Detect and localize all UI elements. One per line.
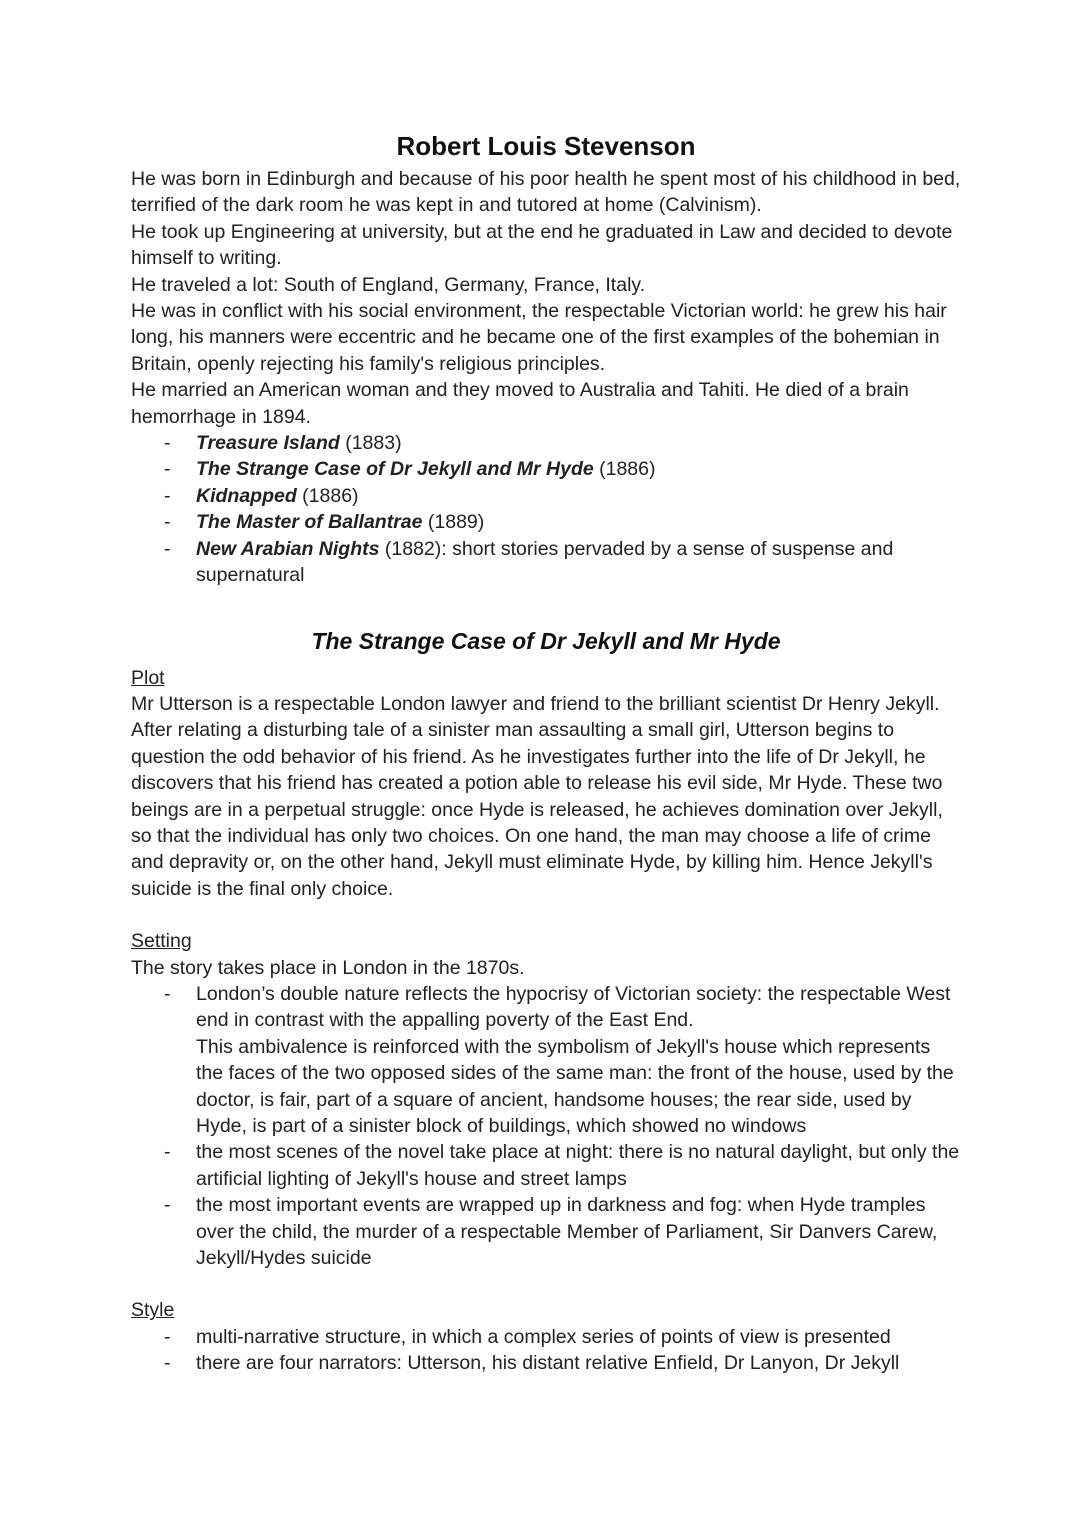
work-title: The Strange Case of Dr Jekyll and Mr Hyde [196,458,594,481]
author-biography [131,166,961,430]
work-title: The Master of Ballantrae [196,511,423,534]
bio-paragraph: He took up Engineering at university, but at the end he graduated in Law and decided to devote himself to writing. [131,220,953,270]
work-detail: (1889) [422,511,485,534]
work-item [131,456,961,482]
style-list [131,1324,961,1377]
plot-label: Plot [131,666,165,689]
work-item [131,483,961,509]
setting-item-text: - London’s double nature reflects the hypocrisy of Victorian society: the respectable West end in contrast with the appalling poverty of the East End. [196,982,951,1032]
setting-item-extra: This ambivalence is reinforced with the symbolism of Jekyll's house which represents the faces of the two opposed sides of the same man: the front of the house, used by the doctor, is fair, part of a square of ancient, handsome houses; the rear side, used by Hyde, is part of a sinister block of buildings, which showed no windows [196,1035,954,1137]
setting-item [131,1139,961,1192]
work-title: Kidnapped [196,484,297,507]
style-item: - multi-narrative structure, in which a complex series of points of view is presented [131,1324,961,1350]
novel-heading: The Strange Case of Dr Jekyll and Mr Hyde [311,627,781,654]
work-detail: (1883) [339,432,402,455]
work-detail: (1886) [593,458,656,481]
work-item [131,509,961,535]
setting-list [131,981,961,1271]
work-item [131,430,961,456]
setting-label: Setting [131,930,192,953]
setting-item-text: - the most scenes of the novel take place at night: there is no natural daylight, but only the artificial lighting of Jekyll's house and street lamps [196,1141,960,1190]
works-list [131,430,961,588]
work-detail: (1886) [296,484,359,507]
bio-paragraph: He was born in Edinburgh and because of his poor health he spent most of his childhood in bed, terrified of the dark room he was kept in and tutored at home (Calvinism). [131,168,961,217]
bio-paragraph: He married an American woman and they moved to Australia and Tahiti. He died of a brain hemorrhage in 1894. [131,379,909,428]
setting-section [131,928,961,1271]
work-title: New Arabian Nights [196,537,380,560]
work-title: Treasure Island [196,432,340,455]
author-heading: Robert Louis Stevenson [396,131,696,161]
document-page [131,128,961,1377]
style-section [131,1297,961,1376]
work-item [131,536,961,589]
setting-item [131,981,961,1139]
style-item: - there are four narrators: Utterson, his distant relative Enfield, Dr Lanyon, Dr Jekyll [131,1350,961,1376]
setting-item-text: - the most important events are wrapped up in darkness and fog: when Hyde tramples over the child, the murder of a respectable Member of Parliament, Sir Danvers Carew, Jekyll/Hydes suicide [196,1194,938,1270]
bio-paragraph: He traveled a lot: South of England, Germany, France, Italy. [131,273,646,296]
setting-item [131,1192,961,1271]
work-detail: (1882): short stories pervaded by a sense of suspense and supernatural [196,537,894,587]
setting-intro: The story takes place in London in the 1870s. [131,956,525,979]
style-label: Style [131,1299,175,1322]
bio-paragraph: He was in conflict with his social environment, the respectable Victorian world: he grew his hair long, his manners were eccentric and he became one of the first examples of the bohemian in Britain, openly rejecting his family's religious principles. [131,300,947,375]
plot-section [131,665,961,903]
plot-text: Mr Utterson is a respectable London lawyer and friend to the brilliant scientist Dr Henry Jekyll. After relating a disturbing tale of a sinister man assaulting a small girl, Utterson begins to question the odd behavior of his friend. As he investigates further into the life of Dr Jekyll, he discovers that his friend has created a potion able to release his evil side, Mr Hyde. These two beings are in a perpetual struggle: once Hyde is released, he achieves domination over Jekyll, so that the individual has only two choices. On one hand, the man may choose a life of crime and depravity or, on the other hand, Jekyll must eliminate Hyde, by killing him. Hence Jekyll's suicide is the final only choice. [131,692,943,900]
